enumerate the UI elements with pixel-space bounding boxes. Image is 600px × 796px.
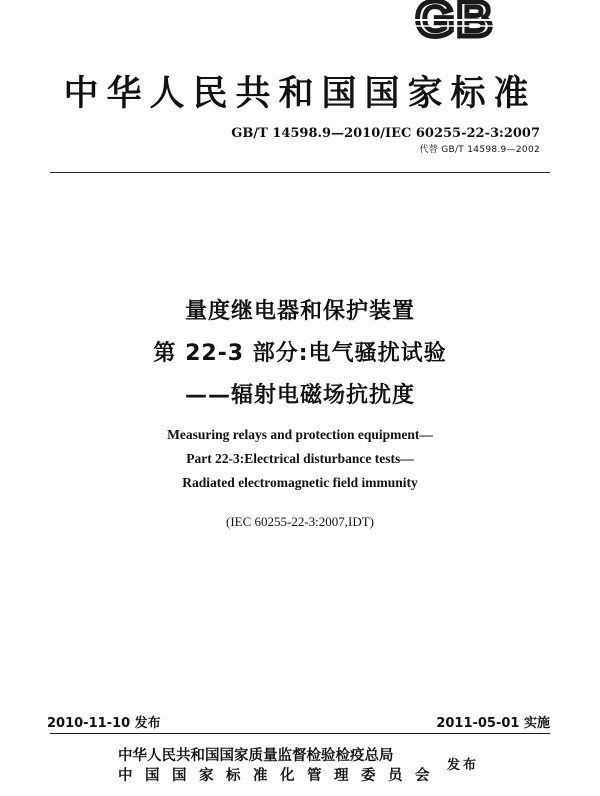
- publish-label: 发布: [447, 758, 480, 773]
- bottom-divider: [50, 733, 550, 734]
- adoption-note: (IEC 60255-22-3:2007,IDT): [225, 514, 375, 529]
- chinese-title-line1: 量度继电器和保护装置: [184, 299, 415, 324]
- issuer-sac: 中国国家标准化管理委员会: [118, 768, 442, 784]
- standard-title: 中华人民共和国国家标准: [63, 73, 537, 114]
- chinese-title-line3: ——辐射电磁场抗扰度: [184, 383, 415, 408]
- english-title-line3: Radiated electromagnetic field immunity: [182, 475, 418, 490]
- gb-logo: [392, 0, 518, 40]
- replaces-note: 代替 GB/T 14598.9—2002: [419, 145, 540, 155]
- english-title-line2: Part 22-3:Electrical disturbance tests—: [186, 451, 414, 466]
- implementation-date: 2011-05-01 实施: [436, 716, 550, 731]
- english-title-line1: Measuring relays and protection equipment—: [167, 427, 433, 442]
- issue-date: 2010-11-10 发布: [47, 716, 161, 731]
- chinese-title-line2: 第 22-3 部分:电气骚扰试验: [153, 341, 447, 366]
- top-divider: [50, 172, 550, 173]
- gb-logo-text: GB: [415, 0, 495, 40]
- standard-number: GB/T 14598.9—2010/IEC 60255-22-3:2007: [231, 126, 540, 141]
- issuer-aqsiq: 中华人民共和国国家质量监督检验检疫总局: [118, 748, 394, 764]
